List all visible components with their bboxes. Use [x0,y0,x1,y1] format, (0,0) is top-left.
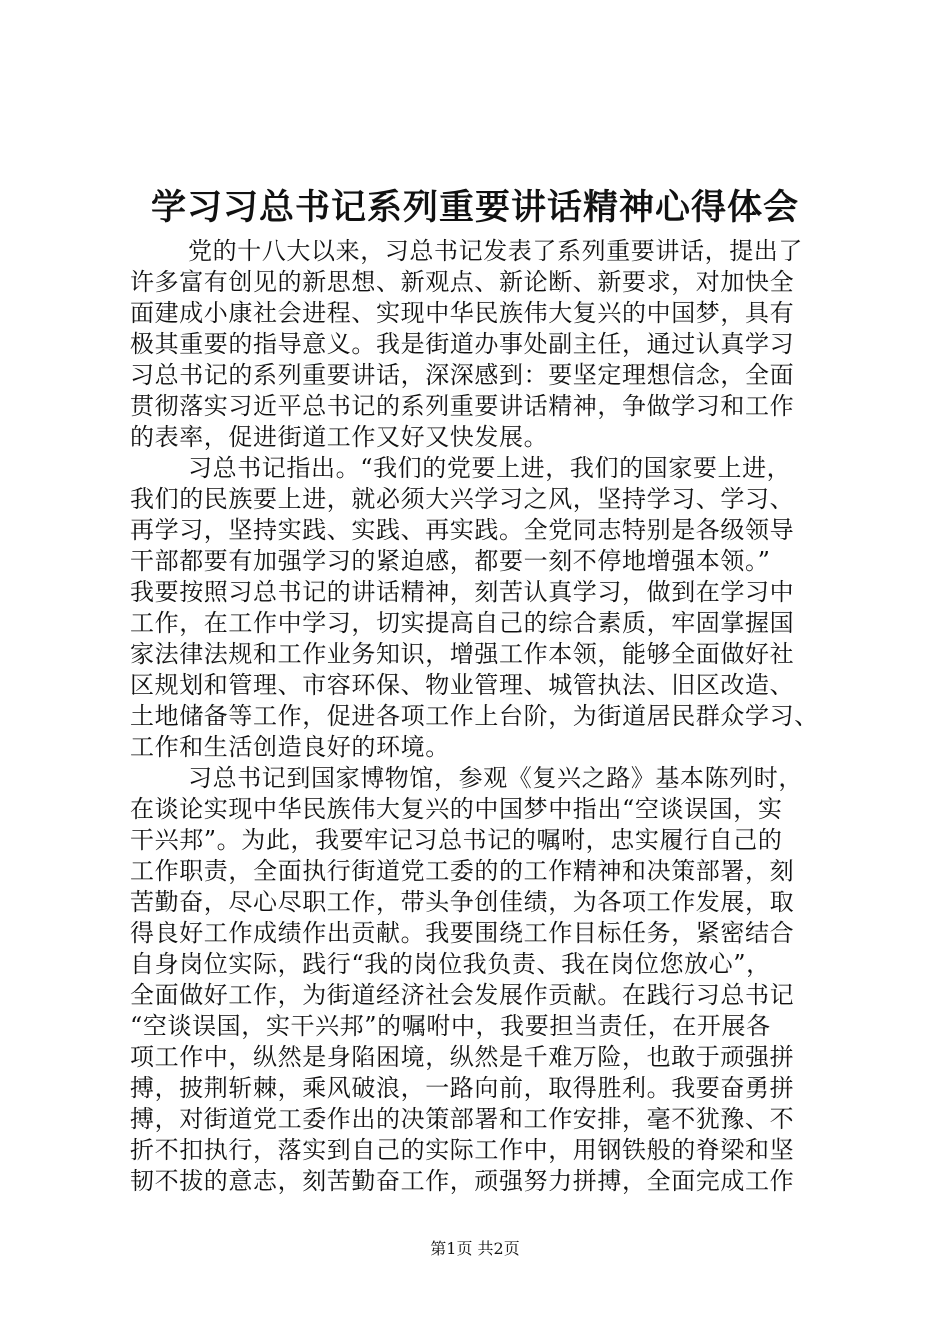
document-title: 学习习总书记系列重要讲话精神心得体会 [150,187,799,228]
paragraph-1-line: 党的十八大以来，习总书记发表了系列重要讲话，提出了 [188,237,803,265]
paragraph-1-line: 习总书记的系列重要讲话，深深感到：要坚定理想信念，全面 [130,361,795,389]
paragraph-3-line: 习总书记到国家博物馆，参观《复兴之路》基本陈列时， [188,764,803,792]
paragraph-2-line: 工作和生活创造良好的环境。 [130,733,450,761]
page-number-footer: 第1页 共2页 [430,1239,520,1258]
paragraph-3-line: 工作职责，全面执行街道党工委的的工作精神和决策部署，刻 [130,857,795,885]
paragraph-3-line: 得良好工作成绩作出贡献。我要围绕工作目标任务，紧密结合 [130,919,795,947]
paragraph-2-line: 家法律法规和工作业务知识，增强工作本领，能够全面做好社 [130,640,795,668]
paragraph-3-line: 在谈论实现中华民族伟大复兴的中国梦中指出“空谈误国，实 [130,795,783,823]
paragraph-3-line: 搏，披荆斩棘，乘风破浪，一路向前，取得胜利。我要奋勇拼 [130,1074,795,1102]
paragraph-2-line: 干部都要有加强学习的紧迫感，都要一刻不停地增强本领。” [130,547,771,575]
paragraph-2-line: 再学习，坚持实践、实践、再实践。全党同志特别是各级领导 [130,516,795,544]
paragraph-2-line: 土地储备等工作，促进各项工作上台阶，为街道居民群众学习、 [130,702,819,730]
paragraph-1-line: 许多富有创见的新思想、新观点、新论断、新要求，对加快全 [130,268,795,296]
paragraph-3-line: 项工作中，纵然是身陷困境，纵然是千难万险，也敢于顽强拼 [130,1043,795,1071]
paragraph-3-line: 苦勤奋，尽心尽职工作，带头争创佳绩，为各项工作发展，取 [130,888,795,916]
paragraph-2-line: 区规划和管理、市容环保、物业管理、城管执法、旧区改造、 [130,671,795,699]
paragraph-3-line: “空谈误国，实干兴邦”的嘱咐中，我要担当责任，在开展各 [130,1012,771,1040]
paragraph-3-line: 搏，对街道党工委作出的决策部署和工作安排，毫不犹豫、不 [130,1105,795,1133]
paragraph-3-line: 全面做好工作，为街道经济社会发展作贡献。在践行习总书记 [130,981,795,1009]
paragraph-1-line: 极其重要的指导意义。我是街道办事处副主任，通过认真学习 [130,330,795,358]
paragraph-2-line: 工作，在工作中学习，切实提高自己的综合素质，牢固掌握国 [130,609,795,637]
paragraph-2-line: 我们的民族要上进，就必须大兴学习之风，坚持学习、学习、 [130,485,795,513]
paragraph-3-line: 干兴邦”。为此，我要牢记习总书记的嘱咐，忠实履行自己的 [130,826,783,854]
paragraph-2-line: 我要按照习总书记的讲话精神，刻苦认真学习，做到在学习中 [130,578,795,606]
paragraph-1-line: 的表率，促进街道工作又好又快发展。 [130,423,549,451]
paragraph-3-line: 韧不拔的意志，刻苦勤奋工作，顽强努力拼搏，全面完成工作 [130,1167,795,1195]
paragraph-1-line: 面建成小康社会进程、实现中华民族伟大复兴的中国梦，具有 [130,299,795,327]
paragraph-2-line: 习总书记指出。“我们的党要上进，我们的国家要上进， [188,454,792,482]
paragraph-3-line: 折不扣执行，落实到自己的实际工作中，用钢铁般的脊梁和坚 [130,1136,795,1164]
paragraph-1-line: 贯彻落实习近平总书记的系列重要讲话精神，争做学习和工作 [130,392,795,420]
document-body [130,236,850,1197]
paragraph-3-line: 自身岗位实际，践行“我的岗位我负责、我在岗位您放心”， [130,950,771,978]
